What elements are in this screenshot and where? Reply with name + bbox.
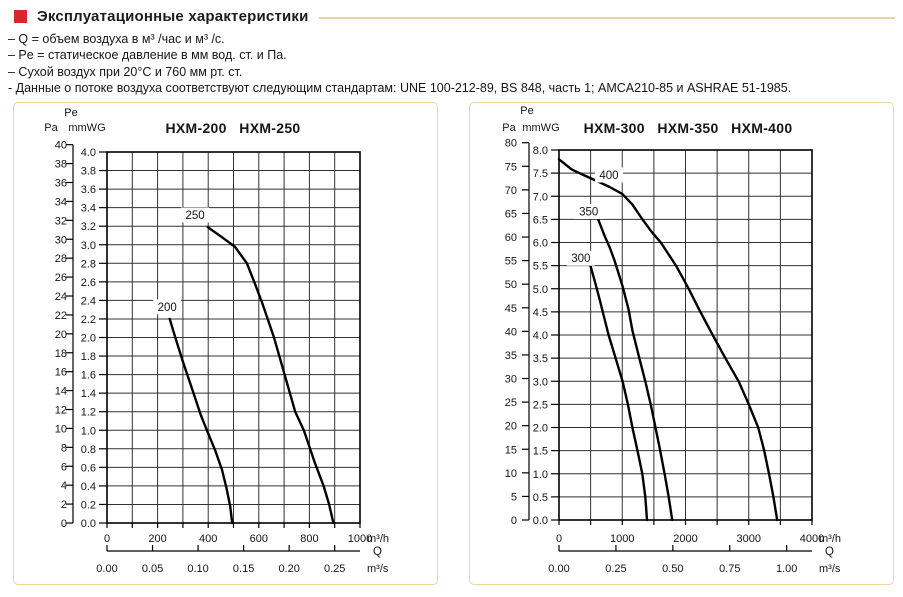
- axis-label: 200: [147, 532, 167, 545]
- axis-label: 2.6: [80, 276, 96, 289]
- note-line: – Сухой воздух при 20°C и 760 мм рт. ст.: [8, 64, 243, 79]
- axis-label: 300: [570, 252, 590, 265]
- axis-label: 75: [504, 160, 517, 173]
- axis-label: 6.0: [532, 237, 548, 249]
- axis-label: Pe: [63, 106, 78, 119]
- axis-label: 8: [60, 441, 67, 454]
- note-line: – Pe = статическое давление в мм вод. ст. и Па.: [8, 48, 287, 63]
- curve-350: [598, 219, 672, 520]
- axis-label: 0.5: [532, 491, 548, 504]
- axis-label: 80: [504, 137, 517, 150]
- axis-label: 4000: [799, 532, 824, 545]
- axis-label: 30: [54, 233, 67, 246]
- axis-label: 65: [504, 207, 517, 220]
- mmwg-axis: [99, 152, 107, 523]
- axis-label: mmWG: [521, 121, 560, 134]
- axis-label: 0: [60, 517, 67, 530]
- axis-label: 1.4: [80, 387, 96, 400]
- axis-label: 34: [54, 195, 67, 208]
- fan-curve-chart: [13, 102, 438, 585]
- pa-axis: [66, 144, 73, 522]
- axis-label: 0.6: [80, 461, 96, 474]
- axis-label: 2.0: [532, 422, 548, 434]
- axis-label: 4.0: [80, 146, 96, 159]
- axis-label: 50: [504, 278, 517, 291]
- axis-label: 8.0: [532, 144, 548, 157]
- mmwg-axis: [551, 150, 559, 520]
- axis-label: 26: [54, 271, 67, 284]
- axis-label: mmWG: [67, 121, 106, 134]
- axis-label: 3.0: [532, 375, 548, 388]
- curve-label-250: [181, 207, 209, 222]
- curve-label-300: [566, 250, 594, 265]
- axis-label: 1.8: [80, 350, 96, 363]
- axis-label: 5.0: [532, 283, 548, 296]
- axis-label: 70: [504, 184, 517, 197]
- axis-label: 400: [198, 532, 217, 545]
- axis-label: 1000: [609, 532, 634, 545]
- axis-label: 15: [504, 443, 517, 456]
- axis-label: 0: [103, 532, 110, 545]
- curve-300: [590, 265, 647, 519]
- axis-label: 0.05: [141, 562, 163, 575]
- axis-label: 0.15: [232, 562, 254, 575]
- axis-label: 3.5: [532, 352, 548, 365]
- axis-label: 350: [578, 206, 598, 219]
- axis-label: Pa: [501, 121, 516, 134]
- axis-label: 3.4: [80, 202, 96, 215]
- axis-label: 0.00: [547, 562, 570, 575]
- axis-label: 45: [504, 302, 517, 315]
- axis-label: 800: [299, 532, 319, 545]
- axis-label: 1.6: [80, 369, 96, 382]
- axis-label: 2.0: [80, 332, 96, 344]
- axis-label: 5: [510, 490, 517, 503]
- axis-label: 1.2: [80, 406, 96, 419]
- axis-label: 2.2: [80, 313, 96, 326]
- page-header: [14, 8, 895, 25]
- axis-label: 38: [54, 158, 67, 171]
- axis-label: 35: [504, 349, 517, 362]
- curve-label-400: [594, 167, 622, 182]
- axis-label: 0.8: [80, 443, 96, 456]
- axis-label: 60: [504, 231, 517, 244]
- axis-label: Q: [824, 545, 834, 558]
- axis-label: m³/h: [818, 532, 841, 545]
- axis-label: m³/h: [366, 532, 389, 545]
- axis-label: 0.00: [95, 562, 118, 575]
- axis-label: 4.5: [532, 306, 548, 319]
- axis-label: 3.0: [80, 239, 96, 252]
- axis-label: 0: [510, 514, 517, 527]
- axis-label: 30: [504, 373, 517, 386]
- axis-label: 10: [54, 422, 67, 435]
- axis-label: 14: [54, 385, 67, 398]
- axis-label: Q: [372, 545, 382, 558]
- axis-label: 0.2: [80, 498, 96, 511]
- q-axis: [559, 545, 812, 551]
- axis-label: 250: [184, 209, 205, 222]
- axis-label: 2000: [672, 532, 698, 545]
- axis-label: 28: [54, 252, 67, 265]
- axis-label: 12: [54, 404, 67, 417]
- curve-200: [169, 318, 232, 522]
- axis-label: 200: [157, 301, 177, 314]
- axis-label: m³/s: [818, 562, 840, 575]
- axis-label: 55: [504, 255, 517, 268]
- axis-label: 4: [60, 479, 67, 492]
- axis-label: 1.00: [775, 562, 797, 575]
- curve-label-200: [153, 299, 181, 314]
- axis-label: 3.6: [80, 183, 96, 196]
- axis-label: 0.50: [661, 562, 684, 575]
- axis-label: 2.8: [80, 257, 96, 270]
- axis-label: 1.5: [532, 445, 548, 458]
- axis-label: 40: [504, 325, 517, 338]
- axis-label: 600: [249, 532, 268, 545]
- axis-label: 7.0: [532, 190, 548, 203]
- axis-label: 400: [598, 169, 619, 182]
- notes-block: [8, 31, 791, 97]
- axis-label: 0.4: [80, 480, 96, 493]
- axis-label: 24: [54, 290, 67, 303]
- fan-curves-panel-hxm200-250: [13, 102, 438, 585]
- axis-label: 22: [54, 309, 67, 322]
- axis-label: 0.75: [718, 562, 740, 575]
- section-marker-icon: [14, 10, 27, 23]
- axis-label: 0.0: [532, 514, 548, 527]
- axis-label: 40: [54, 139, 67, 152]
- axis-label: 20: [54, 328, 67, 341]
- chart-title: HXM-200 HXM-250: [164, 119, 301, 136]
- axis-label: 18: [54, 347, 67, 360]
- axis-label: 0.25: [604, 562, 627, 575]
- axis-label: 1000: [347, 532, 372, 545]
- title-rule: [319, 17, 895, 19]
- axis-label: m³/s: [366, 562, 388, 575]
- axis-label: 3.8: [80, 165, 96, 178]
- axis-label: 2: [60, 498, 67, 511]
- axis-label: 1.0: [532, 468, 548, 481]
- axis-label: 32: [54, 214, 67, 227]
- fan-curve-chart: [469, 102, 894, 585]
- axis-label: 2.4: [80, 294, 96, 307]
- axis-label: 10: [504, 467, 517, 480]
- chart-title: HXM-300 HXM-350 HXM-400: [583, 119, 792, 136]
- curve-label-350: [574, 204, 602, 219]
- axis-label: 0.0: [80, 517, 96, 530]
- axis-label: 3000: [736, 532, 761, 545]
- fan-curves-panel-hxm300-400: [469, 102, 894, 585]
- axis-label: 0: [555, 532, 562, 545]
- axis-label: 20: [504, 420, 517, 433]
- axis-label: 6.5: [532, 213, 548, 226]
- axis-label: 6: [60, 460, 67, 473]
- axis-label: 0.20: [277, 562, 300, 575]
- axis-label: Pa: [43, 121, 58, 134]
- axis-label: Pe: [519, 104, 534, 117]
- axis-label: 4.0: [532, 329, 548, 342]
- axis-label: 5.5: [532, 260, 548, 273]
- grid: [107, 152, 360, 523]
- pa-axis: [522, 142, 529, 519]
- axis-label: 0.10: [186, 562, 209, 575]
- page-title: Эксплуатационные характеристики: [37, 8, 309, 25]
- axis-label: 16: [54, 366, 67, 379]
- q-axis: [107, 545, 360, 551]
- note-line: – Q = объем воздуха в м³ /час и м³ /с.: [8, 32, 225, 46]
- axis-label: 3.2: [80, 220, 96, 233]
- axis-label: 7.5: [532, 167, 548, 180]
- axis-label: 25: [504, 396, 517, 409]
- note-line: - Данные о потоке воздуха соответствуют следующим стандартам: UNE 100-212-89, BS 848, часть 1; AMCA210-85 и ASHRAE 51-1985.: [8, 81, 792, 96]
- axis-label: 36: [54, 177, 67, 190]
- axis-label: 2.5: [532, 398, 548, 411]
- axis-label: 0.25: [323, 562, 345, 575]
- axis-label: 1.0: [80, 424, 96, 437]
